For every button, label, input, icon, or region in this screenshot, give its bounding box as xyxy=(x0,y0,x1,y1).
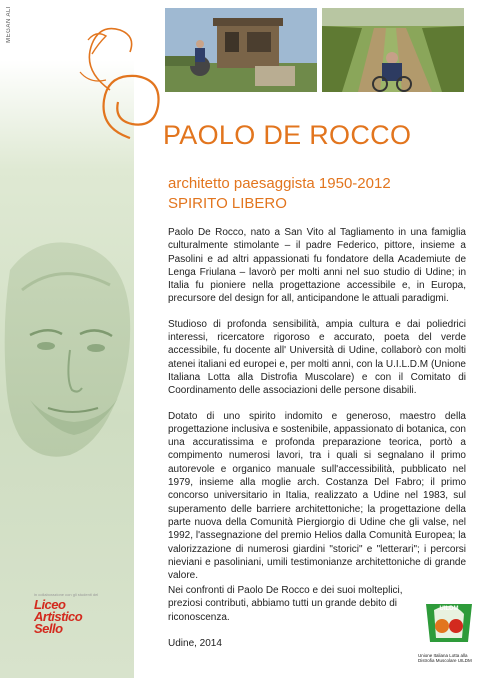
photo-garden-path xyxy=(322,8,464,92)
biography-paragraph-3: Dotato di uno spirito indomito e generoso, maestro della progettazione inclusiva e sostenibile, appassionato di botanica, con una accuratissima e profonda preparazione teorica, portò a compimento numerosi lavori, tra i quali si segnalano il primo autorevole e organico manuale sull'accessibilità, pubblicato nel 1979, insieme alla moglie arch. Costanza Del Fabro; il primo concorso universitario in Italia, realizzato a Udine nel 1983, sul superamento delle barriere architettoniche; la progettazione della parte nuova della Comunità Piergiorgio di Udine che gli valse, nel 1992, l'assegnazione del premio Helios dalla Comunità Europea; la valorizzazione di numerosi giardini "storici" e "letterari"; i percorsi nieviani e pasoliniani, umili testimonianze architettoniche di grande valore. xyxy=(168,410,466,582)
uildm-caption: Unione Italiana Lotta alla Distrofia Muscolare UILDM xyxy=(418,653,472,663)
liceo-name-line2: Artistico xyxy=(34,609,83,624)
place-date: Udine, 2014 xyxy=(168,638,222,649)
subtitle xyxy=(168,174,391,214)
closing-statement: Nei confronti di Paolo De Rocco e dei suoi molteplici, preziosi contributi, abbiamo tutti un grande debito di riconoscenza. xyxy=(168,585,403,623)
liceo-collaboration-note: in collaborazione con gli studenti del xyxy=(34,592,99,597)
subtitle-motto: SPIRITO LIBERO xyxy=(168,195,287,212)
uildm-emblem-label: UILDM xyxy=(439,606,459,612)
subtitle-profession: architetto paesaggista 1950-2012 xyxy=(168,175,391,192)
biography-text xyxy=(168,226,466,594)
page-title: PAOLO DE ROCCO xyxy=(163,120,412,150)
biography-paragraph-1: Paolo De Rocco, nato a San Vito al Tagliamento in una famiglia culturalmente stimolante – il padre Federico, pittore, insieme a Pasolini e ad altri appassionati fu fondatore della Academiute de Lenga Friulana – lavorò per molti anni nel suo studio di Udine; in Italia fu pioniere nella progettazione accessibile e, in Europa, precursore del design for all, anticipandone le attuali paradigmi. xyxy=(168,227,466,305)
photo-credit: MEGAN ALI xyxy=(6,6,12,43)
portrait-illustration xyxy=(0,230,134,480)
biography-paragraph-2: Studioso di profonda sensibilità, ampia cultura e dai poliedrici interessi, ricercatore rigoroso e accurato, poeta del verde accessibile, fu docente all' Università di Udine, collaborò con molti atenei italiani ed europei e, per molti anni, con la U.I.L.D.M (Unione Italiana Lotta alla Distrofia Muscolare) e con il Comitato di Coordinamento delle associazioni delle persone disabili. xyxy=(168,318,466,397)
liceo-name-line1: Liceo xyxy=(34,597,66,612)
liceo-name-line3: Sello xyxy=(34,621,63,636)
uildm-logo xyxy=(418,598,480,663)
uildm-emblem-icon xyxy=(418,598,480,646)
liceo-artistico-sello-logo xyxy=(34,592,114,635)
